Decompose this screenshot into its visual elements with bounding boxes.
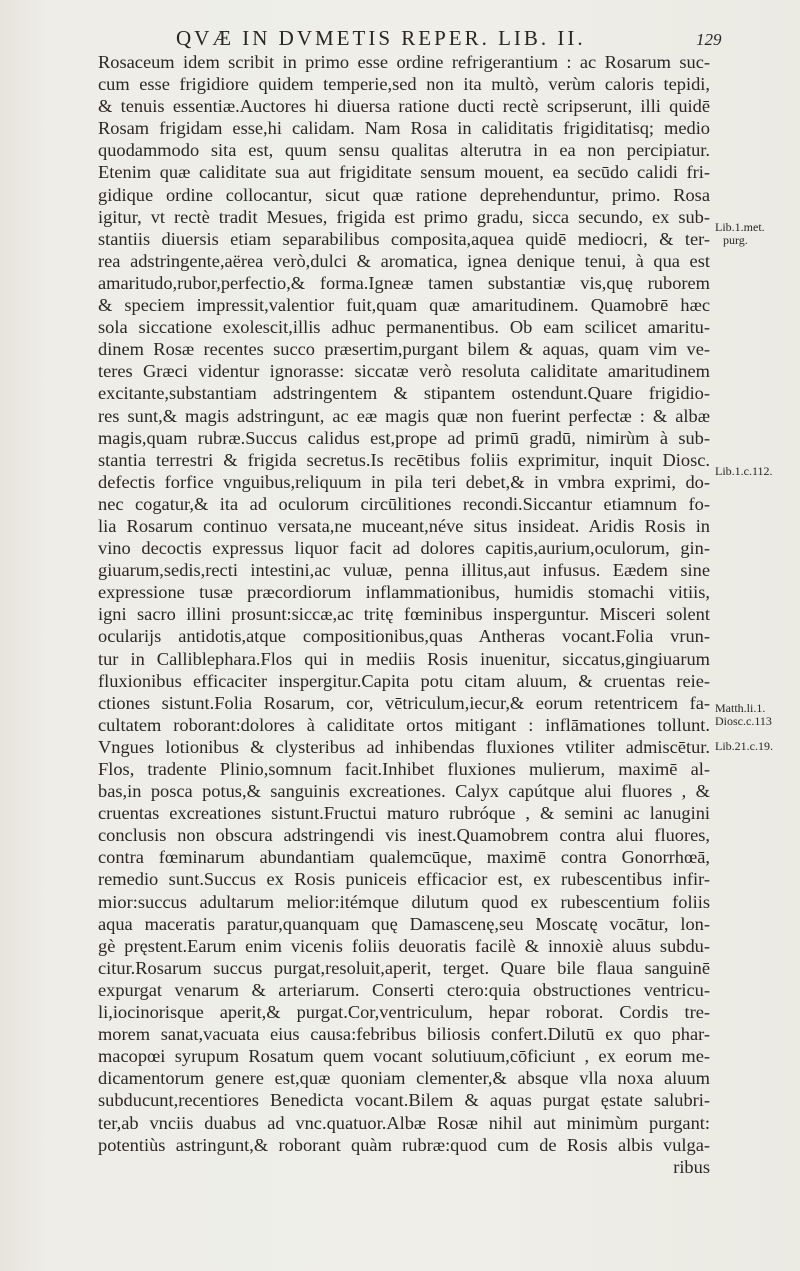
marginal-note-line: purg. bbox=[723, 233, 748, 247]
text-line: mior:succus adultarum melior:itémque dilutum quod ex rubescentium foliis bbox=[98, 891, 710, 912]
marginal-note-line: Diosc.c.113 bbox=[715, 714, 772, 728]
marginal-note: Lib.21.c.19. bbox=[715, 739, 773, 753]
text-line: dinem Rosæ recentes succo præsertim,purgant bilem & aquas, quam vim ve- bbox=[98, 339, 710, 360]
text-line: igitur, vt rectè tradit Mesues, frigida est primo gradu, sicca secundo, ex sub- bbox=[98, 206, 710, 227]
text-line: cum esse frigidiore quidem temperie,sed non ita multò, verùm caloris tepidi, bbox=[98, 74, 710, 95]
text-line: conclusis non obscura adstringendi vis inest.Quamobrem contra alui fluores, bbox=[98, 825, 710, 846]
text-line: sola siccatione exolescit,illis adhuc permanentibus. Ob eam scilicet amaritu- bbox=[98, 317, 710, 338]
text-line: remedio sunt.Succus ex Rosis puniceis efficacior est, ex rubescentibus infir- bbox=[98, 869, 710, 890]
text-line: morem sanat,vacuata eius causa:febribus biliosis confert.Dilutū ex quo phar- bbox=[98, 1024, 710, 1045]
text-line: excitante,substantiam adstringentem & stipantem ostendunt.Quare frigidio- bbox=[98, 383, 710, 404]
text-line: macopœi syrupum Rosatum quem vocant solutiuum,cōficiunt , ex eorum me- bbox=[98, 1046, 710, 1067]
text-line: stantia terrestri & frigida secretus.Is recētibus foliis exprimitur, inquit Diosc. bbox=[98, 449, 710, 470]
text-line: res sunt,& magis adstringunt, ac eæ magis quæ non fuerint perfectæ : & albæ bbox=[98, 405, 710, 426]
page-number: 129 bbox=[696, 30, 722, 49]
text-line: giuarum,sedis,recti intestini,ac vuluæ, penna illitus,aut infusus. Eædem sine bbox=[98, 560, 710, 581]
text-line: Vngues lotionibus & clysteribus ad inhibendas fluxiones vtiliter admiscētur. bbox=[98, 736, 710, 757]
marginal-note-line: Matth.li.1. bbox=[715, 701, 766, 715]
text-line: dicamentorum genere est,quæ quoniam clementer,& absque vlla noxa aluum bbox=[98, 1068, 710, 1089]
text-line: expurgat venarum & arteriarum. Conserti ctero:quia obstructiones ventricu- bbox=[98, 979, 710, 1000]
text-line: li,iocinorisque aperit,& purgat.Cor,ventriculum, hepar roborat. Cordis tre- bbox=[98, 1002, 710, 1023]
text-line: igni sacro illini prosunt:siccæ,ac tritę fœminibus insperguntur. Misceri solent bbox=[98, 604, 710, 625]
marginal-note-line: Lib.1.met. bbox=[715, 220, 765, 234]
text-line: Rosam frigidam esse,hi calidam. Nam Rosa in caliditatis frigiditatisq; medio bbox=[98, 118, 710, 139]
text-line: magis,quam rubræ.Succus calidus est,prope ad primū gradū, nimirùm à sub- bbox=[98, 427, 710, 448]
running-title: QVÆ IN DVMETIS REPER. LIB. II. bbox=[176, 26, 586, 50]
text-line: & speciem impressit,valentior fuit,quam quæ amaritudinem. Quamobrē hæc bbox=[98, 295, 710, 316]
text-line: potentiùs astringunt,& roborant quàm rubræ:quod cum de Rosis albis vulga- bbox=[98, 1134, 710, 1155]
text-line: lia Rosarum continuo versata,ne muceant,néve situs insideat. Aridis Rosis in bbox=[98, 515, 710, 536]
text-line: subducunt,recentiores Benedicta vocant.Bilem & aquas purgat ęstate salubri- bbox=[98, 1090, 710, 1111]
text-line: gidique ordine collocantur, sicut quæ ratione deprehenduntur, primo. Rosa bbox=[98, 184, 710, 205]
body-text bbox=[98, 51, 710, 1178]
text-line: amaritudo,rubor,perfectio,& forma.Igneæ tamen substantiæ vis,quę ruborem bbox=[98, 272, 710, 293]
text-line: cruentas excreationes sistunt.Fructui maturo rubróque , & semini ac lanugini bbox=[98, 803, 710, 824]
text-line: cultatem roborant:dolores à caliditate ortos mitigant : inflāmationes tollunt. bbox=[98, 714, 710, 735]
marginal-note bbox=[715, 702, 795, 728]
text-line: aqua maceratis paratur,quanquam quę Damascenę,seu Moscatę vocātur, lon- bbox=[98, 913, 710, 934]
text-line: quodammodo sita est, quum sensu qualitas alterutra in ea non percipiatur. bbox=[98, 140, 710, 161]
text-line: rea adstringente,aërea verò,dulci & aromatica, ignea denique tenui, à qua est bbox=[98, 250, 710, 271]
text-line: Rosaceum idem scribit in primo esse ordine refrigerantium : ac Rosarum suc- bbox=[98, 52, 710, 72]
text-line: nec cogatur,& ita ad oculorum circūlitiones recondi.Siccantur etiamnum fo- bbox=[98, 493, 710, 514]
text-line: stantiis diuersis etiam separabilibus composita,aquea quidē mediocri, & ter- bbox=[98, 228, 710, 249]
text-line: Etenim quæ caliditate sua aut frigiditate sensum mouent, ea secūdo calidi fri- bbox=[98, 162, 710, 183]
text-line: bas,in posca potus,& sanguinis excreationes. Calyx capútque alui fluores , & bbox=[98, 781, 710, 802]
text-line: expressione tusæ præcordiorum inflammationibus, humidis stomachi vitiis, bbox=[98, 582, 710, 603]
text-line: ocularijs antidotis,atque compositionibus,quas Antheras vocant.Folia vrun- bbox=[98, 626, 710, 647]
text-line: citur.Rosarum succus purgat,resoluit,aperit, terget. Quare bile flaua sanguinē bbox=[98, 957, 710, 978]
text-line: ribus bbox=[673, 1156, 710, 1177]
text-line: fluxionibus efficaciter inspergitur.Capita potu citam aluum, & cruentas reie- bbox=[98, 670, 710, 691]
text-line: ctiones sistunt.Folia Rosarum, cor, vētriculum,iecur,& eorum retentricem fa- bbox=[98, 692, 710, 713]
text-line: contra fœminarum abundantiam qualemcūque, maximē contra Gonorrhœā, bbox=[98, 847, 710, 868]
text-line: gè pręstent.Earum enim vicenis foliis deuoratis facilè & innoxiè aluus subdu- bbox=[98, 935, 710, 956]
text-line: & tenuis essentiæ.Auctores hi diuersa ratione ducti rectè scripserunt, illi quidē bbox=[98, 96, 710, 117]
text-line: ter,ab vnciis duabus ad vnc.quatuor.Albæ Rosæ nihil aut minimùm purgant: bbox=[98, 1112, 710, 1133]
marginal-note bbox=[715, 221, 795, 247]
text-line: Flos, tradente Plinio,somnum facit.Inhibet fluxiones mulierum, maximē al- bbox=[98, 759, 710, 779]
text-line: defectis forfice vnguibus,reliquum in pila teri debet,& in vmbra exprimi, do- bbox=[98, 471, 710, 492]
text-line: vino decoctis expressus liquor facit ad dolores capitis,aurium,oculorum, gin- bbox=[98, 538, 710, 559]
text-line: teres Græci videntur ignorasse: siccatæ verò resoluta caliditate amaritudinem bbox=[98, 361, 710, 382]
text-line: tur in Calliblephara.Flos qui in mediis Rosis inuenitur, siccatus,gingiuarum bbox=[98, 648, 710, 669]
marginal-note: Lib.1.c.112. bbox=[715, 464, 773, 478]
